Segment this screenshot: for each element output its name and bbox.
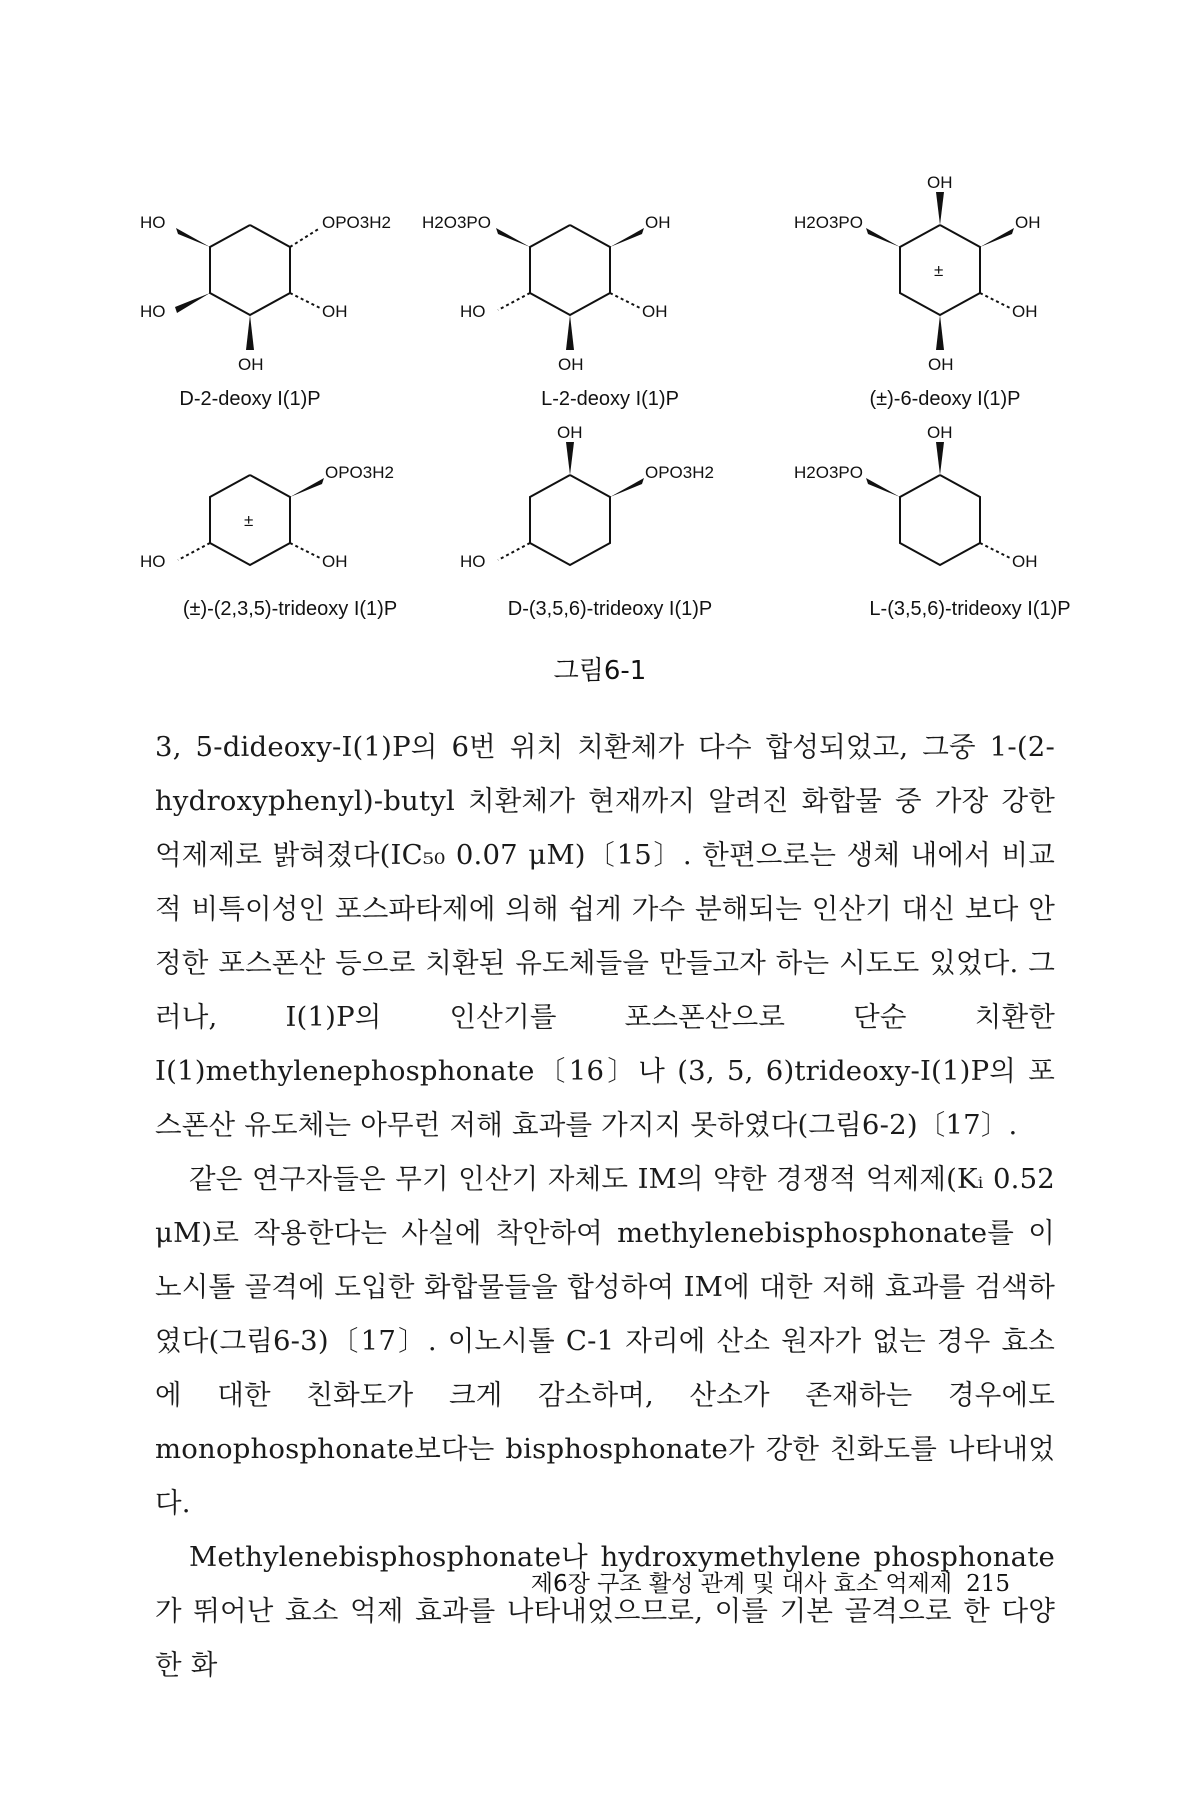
label-top-left: H2O3PO <box>422 213 491 232</box>
label-top-right: OPO3H2 <box>322 213 391 232</box>
label-mid-right: OH <box>642 302 668 321</box>
cyclohexane-ring <box>120 190 460 390</box>
label-center: ± <box>244 511 254 530</box>
caption-d-2-deoxy: D-2-deoxy I(1)P <box>179 388 321 410</box>
label-mid-left: HO <box>460 552 486 571</box>
label-top: OH <box>927 173 953 192</box>
body-text <box>155 720 1055 1692</box>
label-bottom: OH <box>558 355 584 374</box>
label-bottom: OH <box>238 355 264 374</box>
label-mid-right: OH <box>322 302 348 321</box>
label-top-right: OH <box>1015 213 1041 232</box>
label-top-left: HO <box>140 213 166 232</box>
label-top-left: H2O3PO <box>794 213 863 232</box>
label-mid-right: OH <box>1012 552 1038 571</box>
figure-label: 그림6-1 <box>553 656 647 686</box>
label-top: OH <box>557 423 583 442</box>
paragraph-2: 같은 연구자들은 무기 인산기 자체도 IM의 약한 경쟁적 억제제(Kᵢ 0.52 μM)로 작용한다는 사실에 착안하여 methylenebisphosphonate를 이노시톨 골격에 도입한 화합물들을 합성하여 IM에 대한 저해 효과를 검색하였다(그림6-3)〔17〕. 이노시톨 C-1 자리에 산소 원자가 없는 경우 효소에 대한 친화도가 크게 감소하며, 산소가 존재하는 경우에도 monophosphonate보다는 bisphosphonate가 강한 친화도를 나타내었다. <box>155 1163 1055 1519</box>
figure-6-1 <box>0 0 1200 690</box>
structure-l-2-deoxy <box>422 190 780 390</box>
label-center: ± <box>934 261 944 280</box>
caption-l-2-deoxy: L-2-deoxy I(1)P <box>541 388 679 410</box>
label-mid-left: HO <box>140 552 166 571</box>
caption-6-deoxy: (±)-6-deoxy I(1)P <box>869 388 1021 410</box>
label-top-right: OPO3H2 <box>325 463 394 482</box>
label-bottom: OH <box>928 355 954 374</box>
structure-6-deoxy <box>770 173 1110 390</box>
label-mid-right: OH <box>1012 302 1038 321</box>
page-number: 215 <box>966 1571 1010 1597</box>
label-mid-left: HO <box>460 302 486 321</box>
label-mid-left: HO <box>140 302 166 321</box>
label-mid-right: OH <box>322 552 348 571</box>
structure-d-2-deoxy <box>120 190 460 390</box>
cyclohexane-ring <box>422 190 780 390</box>
running-title: 제6장 구조 활성 관계 및 대사 효소 억제제 <box>530 1571 953 1597</box>
label-top: OH <box>927 423 953 442</box>
label-top-left: H2O3PO <box>794 463 863 482</box>
page-footer <box>531 1565 1010 1598</box>
caption-235-trideoxy: (±)-(2,3,5)-trideoxy I(1)P <box>182 598 398 620</box>
label-top-right: OPO3H2 <box>645 463 714 482</box>
caption-l-356-trideoxy: L-(3,5,6)-trideoxy I(1)P <box>869 598 1071 620</box>
caption-d-356-trideoxy: D-(3,5,6)-trideoxy I(1)P <box>507 598 713 620</box>
paragraph-1: 3, 5-dideoxy-I(1)P의 6번 위치 치환체가 다수 합성되었고, 그중 1-(2-hydroxyphenyl)-butyl 치환체가 현재까지 알려진 화합물 중 가장 강한 억제제로 밝혀졌다(IC₅₀ 0.07 μM)〔15〕. 한편으로는 생체 내에서 비교적 비특이성인 포스파타제에 의해 쉽게 가수 분해되는 인산기 대신 보다 안정한 포스폰산 등으로 치환된 유도체들을 만들고자 하는 시도도 있었다. 그러나, I(1)P의 인산기를 포스폰산으로 단순 치환한 I(1)methylenephosphonate〔16〕나 (3, 5, 6)trideoxy-I(1)P의 포스폰산 유도체는 아무런 저해 효과를 가지지 못하였다(그림6-2)〔17〕. <box>155 731 1055 1141</box>
paragraph-3: Methylenebisphosphonate나 hydroxymethylene phosphonate가 뛰어난 효소 억제 효과를 나타내었으므로, 이를 기본 골격으로 한 다양한 화 <box>155 1541 1055 1681</box>
label-top-right: OH <box>645 213 671 232</box>
cyclohexane-ring <box>770 173 1110 390</box>
